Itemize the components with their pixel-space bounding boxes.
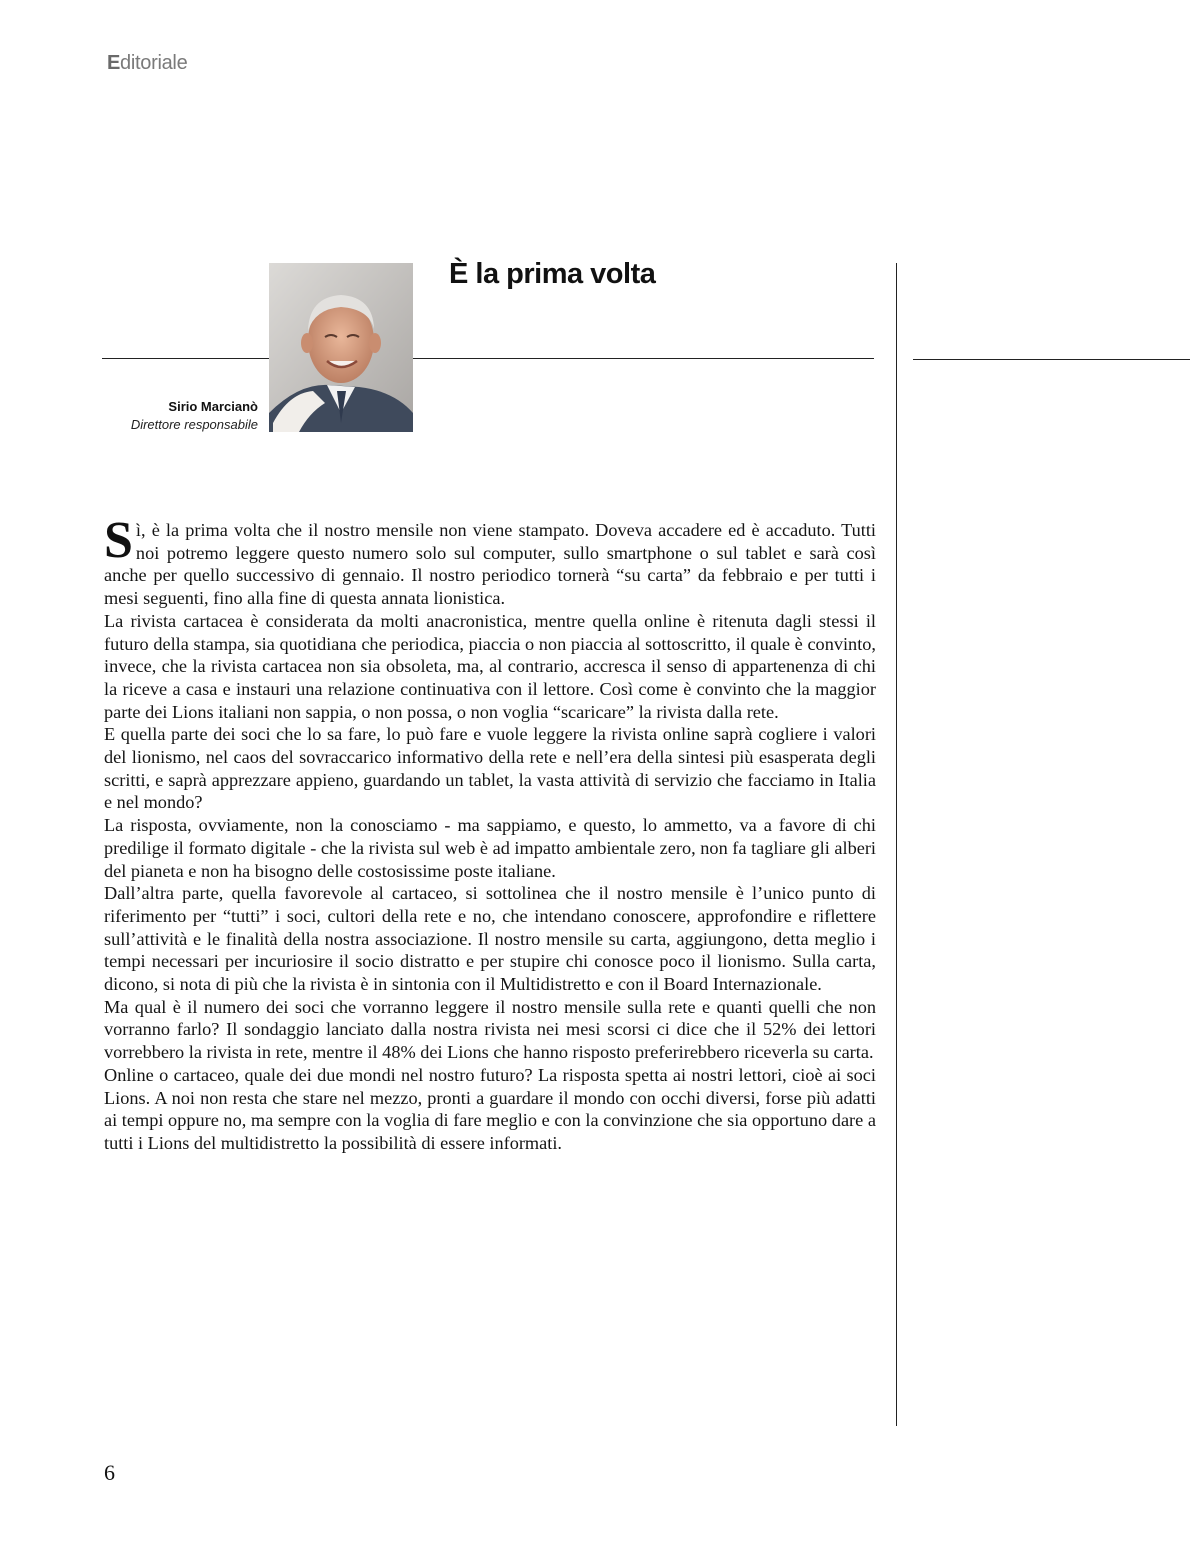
header-rule-right — [913, 359, 1190, 360]
column-divider — [896, 263, 897, 1426]
page-number: 6 — [104, 1460, 115, 1485]
drop-cap: S — [104, 512, 133, 569]
article-title: È la prima volta — [449, 258, 656, 290]
article-paragraph: Online o cartaceo, quale dei due mondi nel nostro futuro? La risposta spetta ai nostri lettori, cioè ai soci Lions. A noi non resta che stare nel mezzo, pronti a guardare il mondo con occhi diversi, forse più adatti ai tempi oppure no, ma sempre con la voglia di fare meglio e con la convinzione che sia opportuno dare a tutti i Lions del multidistretto la possibilità di essere informati. — [104, 1064, 876, 1153]
author-portrait — [269, 263, 413, 432]
article-paragraph: La risposta, ovviamente, non la conosciamo - ma sappiamo, e questo, lo ammetto, va a favore di chi predilige il formato digitale - che la rivista sul web è ad impatto ambientale zero, non fa tagliare gli alberi del pianeta e non ha bisogno delle costosissime poste italiane. — [104, 815, 876, 881]
article-paragraph: E quella parte dei soci che lo sa fare, lo può fare e vuole leggere la rivista online saprà cogliere i valori del lionismo, nel caos del sovraccarico informativo della rete e nell’era della sintesi più esasperata degli scritti, e saprà apprezzare appieno, guardando un tablet, la vasta attività di servizio che facciamo in Italia e nel mondo? — [104, 724, 876, 813]
section-label-initial: E — [107, 52, 121, 74]
author-name: Sirio Marcianò — [168, 399, 258, 414]
section-label-rest: ditoriale — [120, 52, 188, 74]
header-rule-left — [102, 358, 270, 359]
article-paragraph: La rivista cartacea è considerata da molti anacronistica, mentre quella online è ritenuta dagli stessi il futuro della stampa, sia quotidiana che periodica, piaccia o non piaccia al sottoscritto, il quale è convinto, invece, che la rivista cartacea non sia obsoleta, ma, al contrario, accresca il senso di appartenenza di chi la riceve a casa e instauri una relazione continuativa con il lettore. Così come è convinto che la maggior parte dei Lions italiani non sappia, o non possa, o non voglia “scaricare” la rivista dalla rete. — [104, 610, 876, 722]
article-paragraph: Ma qual è il numero dei soci che vorranno leggere il nostro mensile sulla rete e quanti quelli che non vorranno farlo? Il sondaggio lanciato dalla nostra rivista nei mesi scorsi ci dice che il 52% dei lettori vorrebbero la rivista in rete, mentre il 48% dei Lions che hanno risposto preferirebbero riceverla su carta. — [104, 996, 876, 1063]
article-paragraph-text: ì, è la prima volta che il nostro mensile non viene stampato. Doveva accadere ed è accaduto. Tutti noi potremo leggere questo numero solo sul computer, sullo smartphone o sul tablet e sarà così anche per quello successivo di gennaio. Il nostro periodico tornerà “su carta” da febbraio e per tutti i mesi seguenti, fino alla fine di questa annata lionistica. — [104, 520, 876, 609]
article-body — [104, 512, 876, 1155]
author-portrait-illustration — [269, 263, 413, 432]
header-rule-middle — [412, 358, 874, 359]
article-paragraph — [104, 512, 876, 610]
section-label — [107, 52, 187, 75]
author-role: Direttore responsabile — [130, 417, 258, 432]
article-paragraph: Dall’altra parte, quella favorevole al cartaceo, si sottolinea che il nostro mensile è l’unico punto di riferimento per “tutti” i soci, cultori della rete e no, che intendano conoscere, approfondire e riflettere sull’attività e le finalità della nostra associazione. Il nostro mensile su carta, aggiungono, detta meglio i tempi necessari per incuriosire il socio distratto e per stupire chi conosce poco il lionismo. Sulla carta, dicono, si nota di più che la rivista è in sintonia con il Multidistretto e con il Board Internazionale. — [104, 883, 876, 995]
